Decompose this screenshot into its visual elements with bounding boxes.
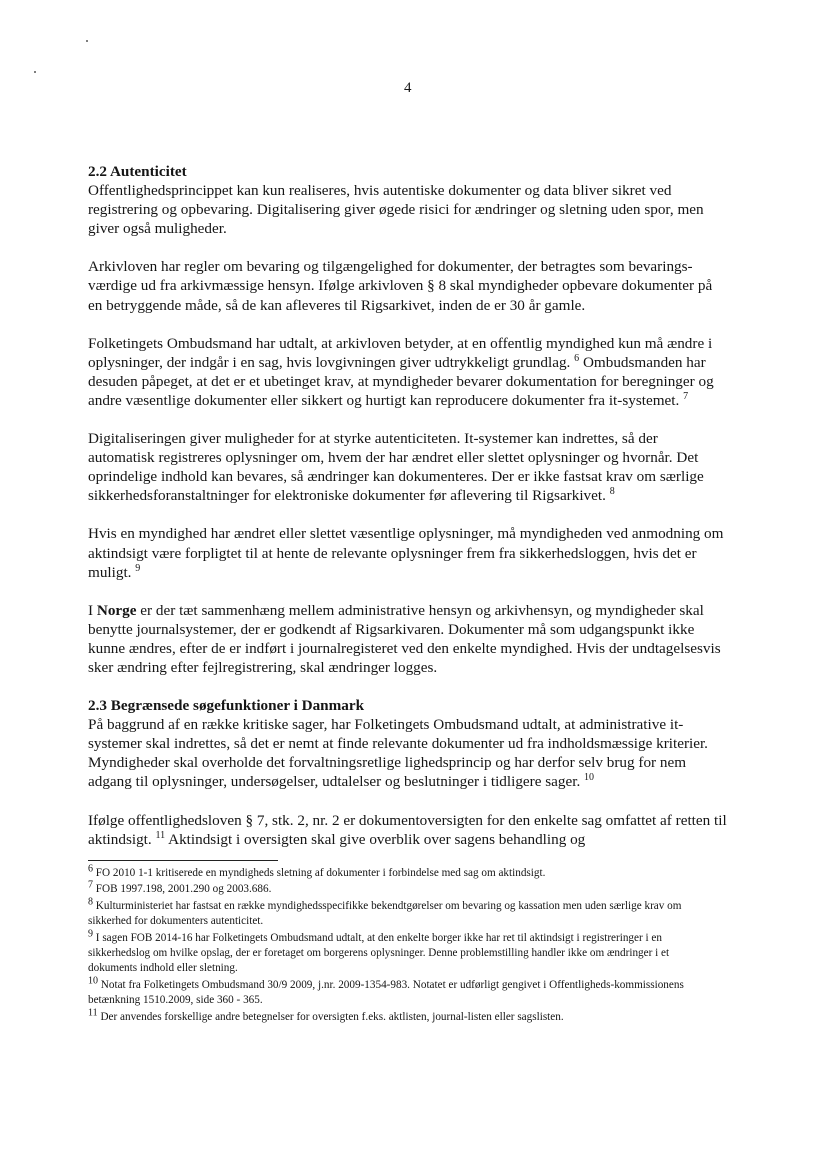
- section-heading: 2.2 Autenticitet: [88, 163, 187, 180]
- footnote: [88, 975, 718, 1009]
- paragraph: Arkivloven har regler om bevaring og tilgængelighed for dokumenter, der betragtes som bevarings-værdige ud fra arkivmæssige hensyn. Ifølge arkivloven § 8 skal myndigheder opbevare dokumenter på en betryggende måde, så de kan afleveres til Rigsarkivet, inden de er 30 år gamle.: [88, 258, 713, 314]
- paragraph-text: På baggrund af en række kritiske sager, har Folketingets Ombudsmand udtalt, at administrative it-systemer skal indrettes, så det er nemt at finde relevante dokumenter ud fra indholdsmæssige kriterier. Myndigheder skal overholde det forvaltningsretlige lighedsprincip og har derfor selv brug for nem adgang til oplysninger, undersøgelser, udtalelser og beslutninger i tidligere sager.: [88, 716, 708, 791]
- country-emphasis: Norge: [96, 601, 137, 619]
- footnotes: [88, 863, 718, 1026]
- paragraph-text: Folketingets Ombudsmand har udtalt, at arkivloven betyder, at en offentlig myndighed kun må ændre i oplysninger, der indgår i en sag, hvis lovgivningen giver udtrykkeligt grundlag.: [88, 334, 713, 371]
- paragraph-text: Ifølge offentlighedsloven § 7, stk. 2, nr. 2 er dokumentoversigten for den enkelte sag omfattet af retten til aktindsigt.: [88, 811, 727, 848]
- footnote: [88, 896, 718, 930]
- footnote-text: FO 2010 1-1 kritiserede en myndigheds sletning af dokumenter i forbindelse med sag om aktindsigt.: [95, 867, 546, 879]
- paragraph: Offentlighedsprincippet kan kun realiseres, hvis autentiske dokumenter og data bliver sikret ved registrering og opbevaring. Digitalisering giver øgede risici for ændringer og sletning uden spor, men giver også muligheder.: [88, 182, 704, 238]
- paragraph-text: Hvis en myndighed har ændret eller slettet væsentlige oplysninger, må myndigheden ved anmodning om aktindsigt være forpligtet til at hente de relevante oplysninger frem fra sikkerhedsloggen, hvis det er muligt.: [88, 525, 724, 581]
- footnote-ref: 10: [584, 772, 595, 784]
- paragraph-text: er der tæt sammenhæng mellem administrative hensyn og arkivhensyn, og myndigheder skal benytte journalsystemer, der er godkendt af Rigsarkivaren. Dokumenter må som udgangspunkt ikke kunne ændres, efter de er indført i journalregisteret ved den enkelte myndighed. Hvis der undtagelsesvis sker ændring efter fejlregistrering, skal ændringer logges.: [88, 601, 721, 676]
- footnote: [88, 927, 718, 977]
- paragraph: [88, 811, 728, 849]
- footnote: [88, 863, 718, 881]
- footnote-number: 7: [88, 879, 93, 891]
- page-number: 4: [404, 80, 412, 96]
- paragraph: [88, 601, 728, 677]
- footnote-ref: 11: [155, 829, 166, 841]
- body-text: [88, 162, 728, 849]
- scan-speck: [86, 40, 88, 42]
- footnote: [88, 879, 718, 897]
- scan-speck: [34, 71, 36, 73]
- paragraph-text: Aktindsigt i oversigten skal give overblik over sagens behandling og: [168, 830, 586, 848]
- footnote-text: I sagen FOB 2014-16 har Folketingets Ombudsmand udtalt, at den enkelte borger ikke har ret til aktindsigt i registreringer i en sikkerhedslog om hvilke opslag, der er foretaget om borgerens oplysninger. Denne problemstilling handler ikke om ændringer i et dokuments indhold eller sletning.: [88, 931, 670, 975]
- paragraph: [88, 524, 728, 581]
- footnote-ref: 8: [609, 486, 615, 498]
- footnote-number: 6: [88, 863, 93, 875]
- paragraph-text: Digitaliseringen giver muligheder for at styrke autenticiteten. It-systemer kan indrettes, så der automatisk registreres oplysninger om, hvem der har ændret eller slettet oplysninger og hvornår. Det oprindelige indhold kan bevares, så ændringer kan dokumenteres. Der er ikke fastsat krav om særlige sikkerhedsforanstaltninger for elektroniske dokumenter før aflevering til Rigsarkivet.: [88, 430, 704, 505]
- footnote-separator: [88, 860, 278, 861]
- footnote: [88, 1006, 718, 1025]
- footnote-number: 10: [88, 975, 98, 987]
- footnote-text: FOB 1997.198, 2001.290 og 2003.686.: [95, 883, 272, 896]
- footnote-text: Der anvendes forskellige andre betegnelser for oversigten f.eks. aktlisten, journal-listen eller sagslisten.: [100, 1010, 564, 1023]
- footnote-number: 11: [88, 1006, 98, 1018]
- footnote-ref: 7: [683, 390, 689, 402]
- paragraph: [88, 429, 728, 505]
- footnote-number: 9: [88, 927, 93, 939]
- footnote-number: 8: [88, 896, 93, 908]
- paragraph-text: I: [88, 601, 94, 619]
- footnote-text: Kulturministeriet har fastsat en række myndighedsspecifikke bekendtgørelser om bevaring og kassation men uden særlige krav om sikkerhed for dokumenters autenticitet.: [88, 899, 682, 928]
- paragraph: [88, 715, 728, 791]
- paragraph: [88, 334, 728, 410]
- paragraph-text: Ombudsmanden har desuden påpeget, at det er et ubetinget krav, at myndigheder bevarer dokumentation for beregninger og andre væsentlige dokumenter eller sikkert og hurtigt kan reproducere dokumenter fra it-systemet.: [88, 353, 714, 409]
- section-heading: 2.3 Begrænsede søgefunktioner i Danmark: [88, 697, 365, 715]
- footnote-ref: 9: [135, 562, 141, 574]
- footnote-ref: 6: [574, 352, 580, 364]
- footnote-text: Notat fra Folketingets Ombudsmand 30/9 2009, j.nr. 2009-1354-983. Notatet er udførligt gengivet i Offentligheds-kommissionens betænkning 1510.2009, side 360 - 365.: [88, 978, 684, 1007]
